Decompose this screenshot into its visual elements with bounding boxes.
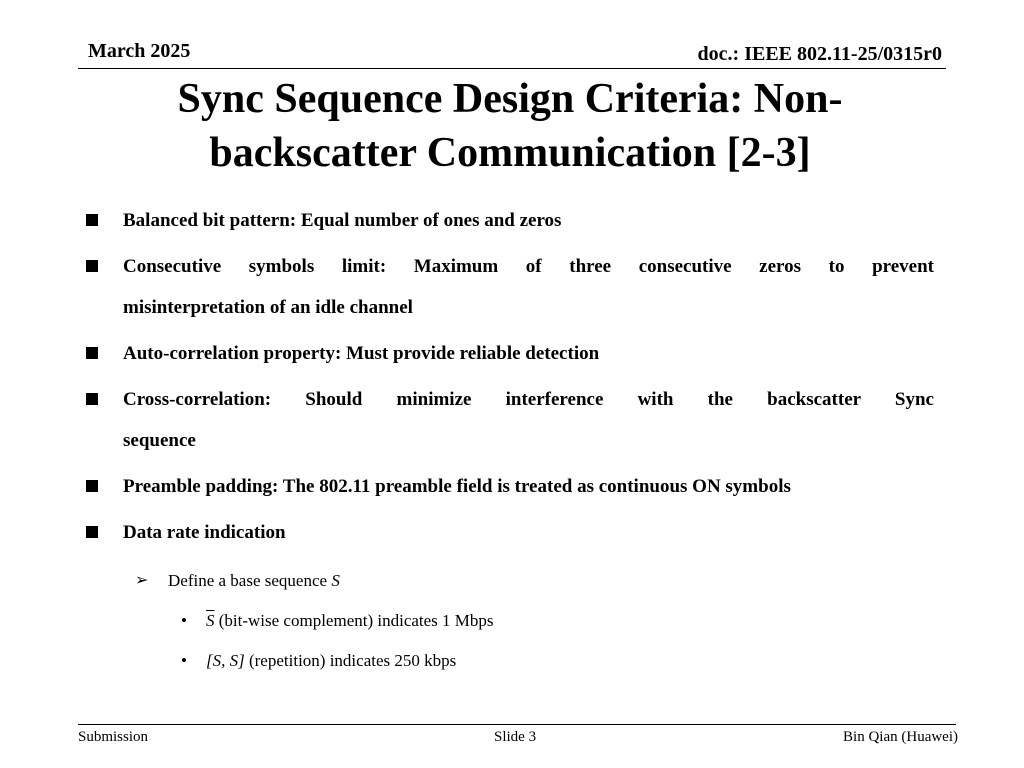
header-date: March 2025 (88, 40, 191, 62)
bullet-auto-correlation (86, 333, 934, 374)
footer-submission: Submission (78, 729, 149, 745)
bullet-preamble-padding (86, 466, 934, 507)
subsub-bullet-text: (bit-wise complement) indicates 1 Mbps (214, 611, 494, 630)
slide-body (86, 200, 934, 673)
sub-bullet-text: Define a base sequence (168, 571, 332, 590)
subsub-bullet-repetition (181, 649, 934, 673)
square-bullet-icon (86, 480, 98, 492)
bullet-consecutive-symbols (86, 246, 934, 328)
square-bullet-icon (86, 393, 98, 405)
math-variable: S (331, 571, 340, 590)
bullet-text-line-2: misinterpretation of an idle channel (123, 297, 413, 318)
dot-bullet-icon: • (181, 611, 187, 630)
bullet-cross-correlation (86, 379, 934, 461)
square-bullet-icon (86, 347, 98, 359)
arrow-bullet-icon: ➢ (135, 572, 149, 589)
footer-divider (78, 724, 956, 725)
header-divider (78, 68, 946, 69)
bullet-text: Auto-correlation property: Must provide reliable detection (123, 343, 600, 364)
bullet-text-line-1: Cross-correlation: Should minimize interference with the backscatter Sync (123, 389, 934, 410)
subsub-bullet-text: (repetition) indicates 250 kbps (244, 651, 457, 670)
math-repetition: [S, S] (206, 651, 245, 670)
bullet-text: Data rate indication (123, 522, 286, 543)
square-bullet-icon (86, 260, 98, 272)
bullet-balanced-bit-pattern (86, 200, 934, 241)
bullet-data-rate-indication (86, 512, 934, 553)
footer-author: Bin Qian (Huawei) (843, 729, 958, 745)
square-bullet-icon (86, 214, 98, 226)
bullet-text-line-1: Consecutive symbols limit: Maximum of three consecutive zeros to prevent (123, 256, 934, 277)
footer-slide-number: Slide 3 (494, 729, 537, 745)
math-complement: $\overline{S}$ (206, 611, 215, 630)
sub-bullet-base-sequence (135, 569, 934, 593)
slide-title (100, 72, 920, 180)
bullet-text-line-2: sequence (123, 430, 196, 451)
subsub-bullet-complement (181, 609, 934, 633)
slide-title-line-2: backscatter Communication [2-3] (209, 130, 811, 176)
header-doc-id: doc.: IEEE 802.11-25/0315r0 (697, 43, 942, 65)
square-bullet-icon (86, 526, 98, 538)
bullet-text: Preamble padding: The 802.11 preamble field is treated as continuous ON symbols (123, 476, 791, 497)
dot-bullet-icon: • (181, 651, 187, 670)
bullet-text: Balanced bit pattern: Equal number of ones and zeros (123, 210, 562, 231)
slide-title-line-1: Sync Sequence Design Criteria: Non- (177, 76, 843, 122)
